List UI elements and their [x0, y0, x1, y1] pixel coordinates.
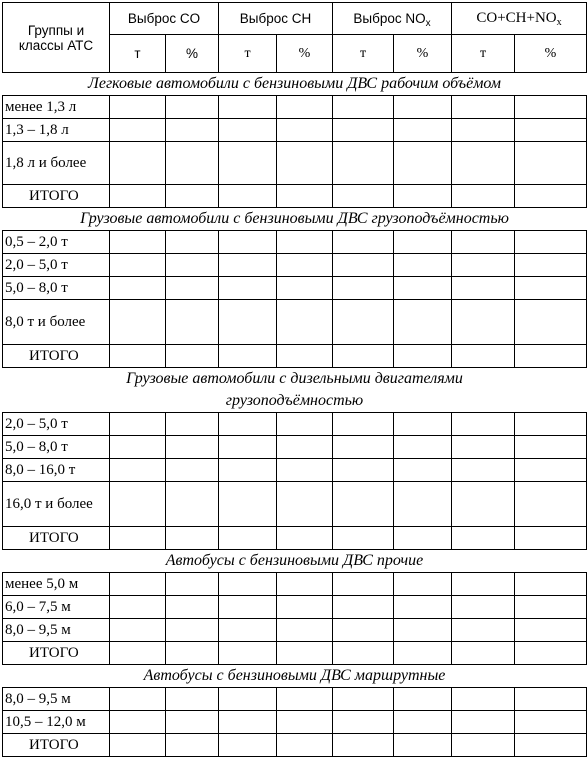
table-cell [219, 345, 277, 368]
table-cell [110, 734, 166, 757]
section-title: Легковые автомобили с бензиновыми ДВС рабочим объёмом [3, 73, 587, 96]
unit-t: т [219, 35, 277, 73]
table-row [3, 185, 587, 208]
section-title-row [3, 665, 587, 688]
table-cell [452, 96, 515, 119]
table-cell [452, 185, 515, 208]
table-cell [452, 345, 515, 368]
table-cell [515, 345, 587, 368]
table-cell [515, 482, 587, 527]
table-cell [110, 711, 166, 734]
class-label: менее 5,0 м [3, 573, 110, 596]
unit-t: т [110, 35, 166, 73]
total-row-label: ИТОГО [3, 527, 110, 550]
class-label: 1,3 – 1,8 л [3, 119, 110, 142]
section-title [3, 368, 587, 413]
table-cell [219, 231, 277, 254]
table-cell [452, 254, 515, 277]
table-row [3, 300, 587, 345]
table-cell [515, 142, 587, 185]
table-cell [166, 642, 219, 665]
table-cell [515, 231, 587, 254]
table-cell [452, 642, 515, 665]
table-cell [219, 711, 277, 734]
table-cell [515, 619, 587, 642]
class-label: менее 1,3 л [3, 96, 110, 119]
table-cell [219, 619, 277, 642]
table-cell [219, 734, 277, 757]
table-cell [110, 231, 166, 254]
table-row [3, 413, 587, 436]
table-cell [110, 96, 166, 119]
section-title-line2: грузоподъёмностью [225, 392, 364, 409]
table-cell [110, 688, 166, 711]
section-title: Автобусы с бензиновыми ДВС маршрутные [3, 665, 587, 688]
table-cell [166, 436, 219, 459]
table-cell [219, 573, 277, 596]
section-title: Грузовые автомобили с бензиновыми ДВС грузоподъёмностью [3, 208, 587, 231]
table-cell [219, 642, 277, 665]
table-row [3, 619, 587, 642]
table-cell [110, 300, 166, 345]
table-cell [394, 711, 452, 734]
table-cell [452, 688, 515, 711]
table-cell [166, 459, 219, 482]
table-cell [110, 185, 166, 208]
unit-t: т [452, 35, 515, 73]
table-cell [110, 413, 166, 436]
table-cell [277, 482, 333, 527]
table-row [3, 596, 587, 619]
table-cell [452, 459, 515, 482]
table-row [3, 119, 587, 142]
section-title: Автобусы с бензиновыми ДВС прочие [3, 550, 587, 573]
table-cell [166, 185, 219, 208]
table-cell [219, 142, 277, 185]
table-cell [110, 573, 166, 596]
section-title-row [3, 550, 587, 573]
table-row [3, 642, 587, 665]
table-cell [277, 300, 333, 345]
table-cell [452, 734, 515, 757]
class-label: 2,0 – 5,0 т [3, 254, 110, 277]
table-row [3, 231, 587, 254]
table-cell [515, 254, 587, 277]
table-row [3, 277, 587, 300]
table-cell [110, 436, 166, 459]
class-label: 6,0 – 7,5 м [3, 596, 110, 619]
table-cell [333, 642, 394, 665]
table-cell [166, 413, 219, 436]
table-cell [333, 142, 394, 185]
table-cell [219, 185, 277, 208]
table-cell [394, 459, 452, 482]
table-cell [166, 734, 219, 757]
table-cell [277, 277, 333, 300]
table-cell [166, 345, 219, 368]
group-column-header: Группы и классы АТС [3, 3, 110, 73]
unit-t: т [333, 35, 394, 73]
table-row [3, 482, 587, 527]
table-cell [277, 436, 333, 459]
table-row [3, 345, 587, 368]
emissions-table [2, 2, 587, 757]
table-cell [277, 96, 333, 119]
co-emission-header: Выброс CO [110, 3, 219, 35]
table-cell [333, 573, 394, 596]
table-cell [394, 254, 452, 277]
table-cell [333, 254, 394, 277]
table-cell [394, 185, 452, 208]
table-cell [166, 596, 219, 619]
table-cell [515, 596, 587, 619]
table-cell [277, 254, 333, 277]
unit-percent: % [277, 35, 333, 73]
table-cell [394, 142, 452, 185]
table-cell [110, 459, 166, 482]
class-label: 5,0 – 8,0 т [3, 277, 110, 300]
table-cell [219, 96, 277, 119]
table-cell [219, 527, 277, 550]
section-title-row [3, 73, 587, 96]
total-row-label: ИТОГО [3, 642, 110, 665]
table-cell [277, 413, 333, 436]
class-label: 8,0 – 9,5 м [3, 619, 110, 642]
table-cell [333, 711, 394, 734]
table-cell [333, 619, 394, 642]
table-cell [515, 300, 587, 345]
table-cell [394, 119, 452, 142]
table-cell [333, 277, 394, 300]
table-cell [110, 254, 166, 277]
table-cell [394, 573, 452, 596]
table-cell [333, 231, 394, 254]
table-cell [515, 96, 587, 119]
nox-emission-header: Выброс $NO_x$ [333, 3, 452, 35]
table-cell [110, 619, 166, 642]
table-cell [333, 185, 394, 208]
ch-emission-header: Выброс CH [219, 3, 333, 35]
table-row [3, 573, 587, 596]
table-row [3, 254, 587, 277]
table-cell [452, 436, 515, 459]
table-cell [333, 734, 394, 757]
table-cell [219, 482, 277, 527]
unit-percent: % [394, 35, 452, 73]
table-row [3, 527, 587, 550]
class-label: 5,0 – 8,0 т [3, 436, 110, 459]
table-cell [166, 96, 219, 119]
table-row [3, 96, 587, 119]
table-cell [515, 185, 587, 208]
table-cell [333, 300, 394, 345]
table-cell [166, 711, 219, 734]
class-label: 2,0 – 5,0 т [3, 413, 110, 436]
table-cell [515, 642, 587, 665]
table-cell [219, 436, 277, 459]
table-cell [394, 300, 452, 345]
table-cell [452, 711, 515, 734]
class-label: 16,0 т и более [3, 482, 110, 527]
table-cell [277, 711, 333, 734]
table-cell [394, 96, 452, 119]
class-label: 0,5 – 2,0 т [3, 231, 110, 254]
table-cell [277, 185, 333, 208]
table-cell [166, 119, 219, 142]
table-row [3, 459, 587, 482]
table-cell [394, 596, 452, 619]
table-cell [277, 527, 333, 550]
table-cell [394, 619, 452, 642]
table-cell [277, 642, 333, 665]
table-cell [452, 596, 515, 619]
table-cell [515, 459, 587, 482]
table-cell [219, 596, 277, 619]
table-cell [333, 459, 394, 482]
table-cell [333, 413, 394, 436]
table-cell [166, 482, 219, 527]
table-cell [394, 345, 452, 368]
unit-percent: % [166, 35, 219, 73]
table-cell [515, 277, 587, 300]
table-cell [277, 459, 333, 482]
table-cell [277, 142, 333, 185]
section-title-line1: Грузовые автомобили с дизельными двигателями [126, 370, 463, 387]
table-cell [394, 231, 452, 254]
table-cell [394, 642, 452, 665]
table-cell [333, 345, 394, 368]
table-cell [452, 413, 515, 436]
unit-percent: % [515, 35, 587, 73]
table-cell [166, 277, 219, 300]
table-cell [515, 119, 587, 142]
table-cell [110, 482, 166, 527]
table-cell [394, 482, 452, 527]
table-cell [277, 734, 333, 757]
table-cell [452, 119, 515, 142]
class-label: 10,5 – 12,0 м [3, 711, 110, 734]
total-row-label: ИТОГО [3, 185, 110, 208]
table-cell [219, 300, 277, 345]
table-cell [277, 119, 333, 142]
table-row [3, 436, 587, 459]
table-cell [394, 527, 452, 550]
section-title-row [3, 368, 587, 413]
class-label: 1,8 л и более [3, 142, 110, 185]
table-cell [333, 436, 394, 459]
table-row [3, 142, 587, 185]
table-cell [166, 254, 219, 277]
table-cell [333, 96, 394, 119]
table-cell [452, 619, 515, 642]
table-cell [333, 688, 394, 711]
table-cell [394, 413, 452, 436]
table-cell [219, 459, 277, 482]
table-cell [515, 711, 587, 734]
table-cell [219, 119, 277, 142]
table-cell [110, 527, 166, 550]
table-cell [515, 734, 587, 757]
table-cell [394, 277, 452, 300]
table-cell [277, 231, 333, 254]
table-cell [452, 527, 515, 550]
table-cell [166, 527, 219, 550]
total-row-label: ИТОГО [3, 345, 110, 368]
table-cell [515, 688, 587, 711]
table-cell [219, 688, 277, 711]
table-cell [452, 231, 515, 254]
table-cell [515, 573, 587, 596]
class-label: 8,0 т и более [3, 300, 110, 345]
table-cell [452, 300, 515, 345]
table-cell [110, 642, 166, 665]
table-cell [110, 142, 166, 185]
header-row [3, 3, 587, 35]
table-cell [277, 345, 333, 368]
class-label: 8,0 – 9,5 м [3, 688, 110, 711]
table-cell [452, 573, 515, 596]
table-cell [394, 436, 452, 459]
table-cell [219, 413, 277, 436]
table-cell [394, 734, 452, 757]
table-cell [515, 436, 587, 459]
table-cell [515, 413, 587, 436]
table-cell [452, 142, 515, 185]
table-cell [333, 119, 394, 142]
table-cell [166, 688, 219, 711]
table-row [3, 711, 587, 734]
table-cell [219, 277, 277, 300]
table-cell [452, 277, 515, 300]
table-cell [110, 345, 166, 368]
table-cell [110, 596, 166, 619]
table-cell [110, 119, 166, 142]
table-cell [394, 688, 452, 711]
table-cell [166, 573, 219, 596]
table-cell [333, 596, 394, 619]
table-cell [166, 619, 219, 642]
table-cell [333, 482, 394, 527]
table-cell [166, 231, 219, 254]
table-cell [110, 277, 166, 300]
table-cell [219, 254, 277, 277]
table-cell [277, 596, 333, 619]
table-cell [277, 619, 333, 642]
table-cell [166, 300, 219, 345]
table-cell [166, 142, 219, 185]
table-row [3, 734, 587, 757]
section-title-row [3, 208, 587, 231]
total-emission-header: $CO+CH+NO_x$ [452, 3, 587, 35]
class-label: 8,0 – 16,0 т [3, 459, 110, 482]
table-cell [333, 527, 394, 550]
table-cell [452, 482, 515, 527]
table-cell [515, 527, 587, 550]
table-row [3, 688, 587, 711]
total-row-label: ИТОГО [3, 734, 110, 757]
table-cell [277, 573, 333, 596]
table-cell [277, 688, 333, 711]
